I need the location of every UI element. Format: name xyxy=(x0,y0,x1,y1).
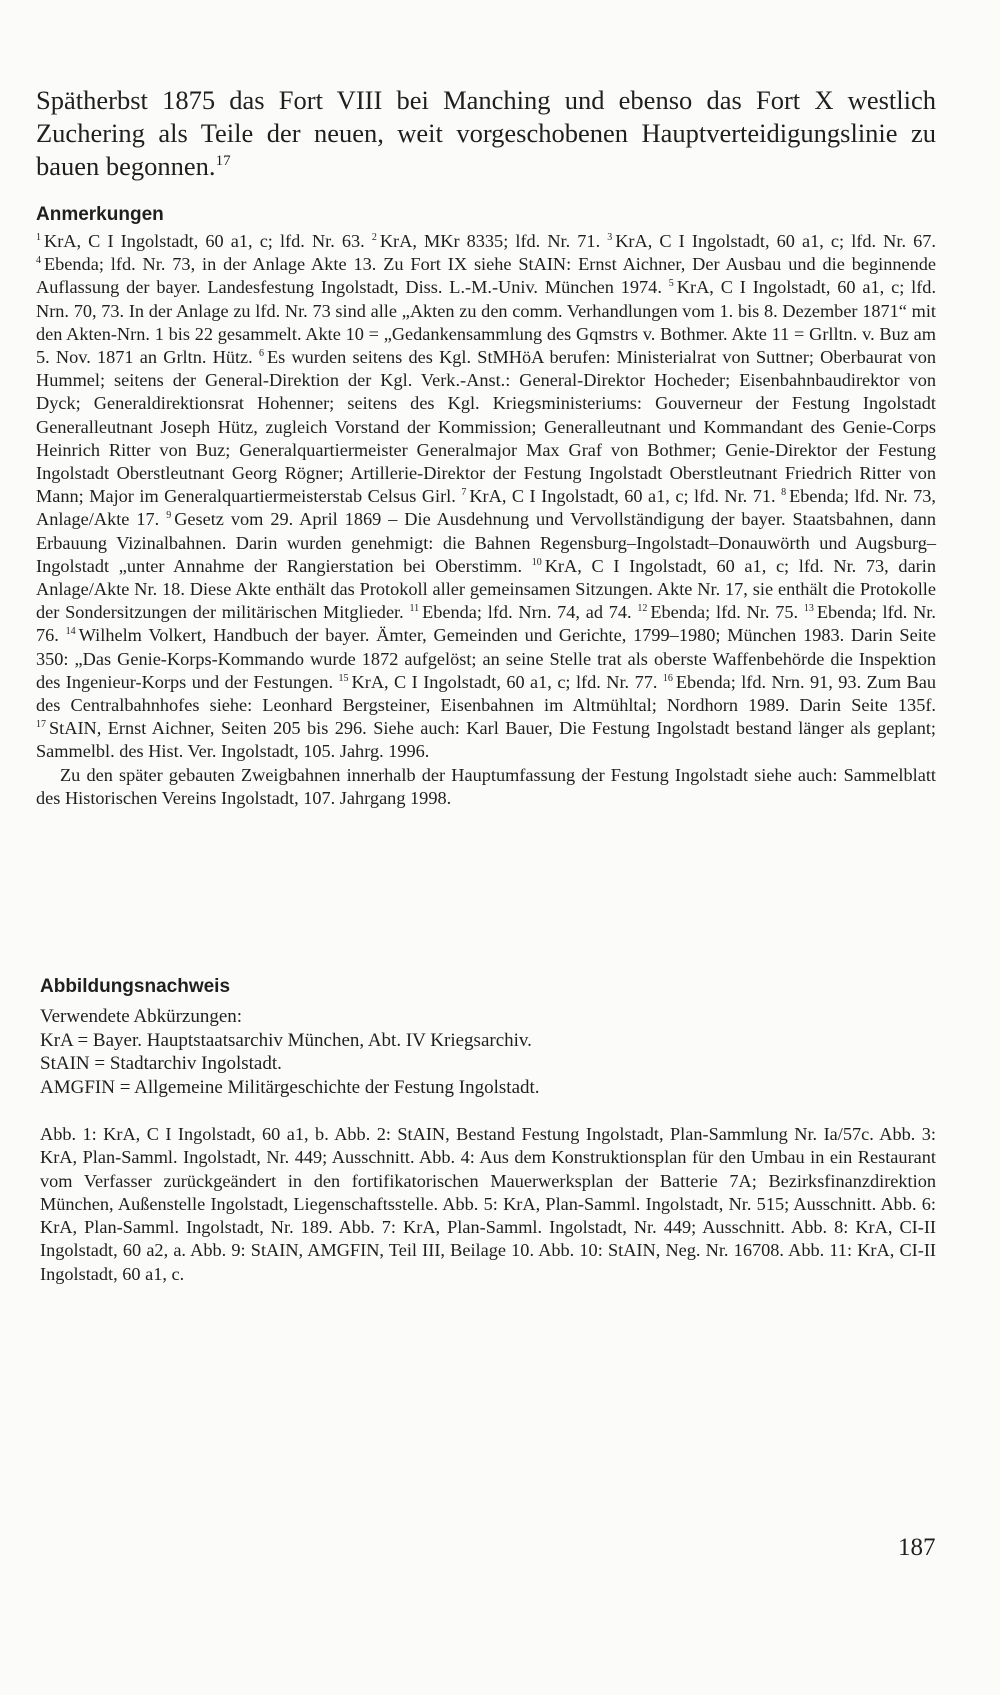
note-text: Es wurden seitens des Kgl. StMHöA berufen: Ministerialrat von Suttner; Oberbaurat von Hummel; seitens der General-Direktion der Kgl. Verk.-Anst.: General-Direktor Hocheder; Eisenbahnbaudirektor von Dyck; Generaldirektionsrat Hohenner; seitens des Kgl. Kriegsministeriums: Gouverneur der Festung Ingolstadt Generalleutnant Joseph Hütz, zugleich Vorstand der Kommission; Generalleutnant und Kommandant des Genie-Corps Heinrich Ritter von Buz; Generalquartiermeister Generalmajor Max Graf von Bothmer; Genie-Direktor der Festung Ingolstadt Oberstleutnant Georg Rögner; Artillerie-Direktor der Festung Ingolstadt Oberstleutnant Friedrich Ritter von Mann; Major im Generalquartiermeisterstab Celsus Girl. xyxy=(36,347,936,507)
note-text: KrA, C I Ingolstadt, 60 a1, c; lfd. Nrn. 70, 73. In der Anlage zu lfd. Nr. 73 sind alle „Akten zu den comm. Verhandlungen vom 1. bis 8. Dezember 1871“ mit den Akten-Nrn. 1 bis 22 gesammelt. Akte 10 = „Gedankensammlung des Gqmstrs v. Bothmer. Akte 11 = Grlltn. v. Buz am 5. Nov. 1871 an Grltn. Hütz. xyxy=(36,277,937,368)
note-number: 10 xyxy=(531,556,542,568)
page-number: 187 xyxy=(898,1534,936,1561)
notes-body xyxy=(36,230,936,764)
abbreviations-title: Verwendete Abkürzungen: xyxy=(40,1006,243,1027)
note-number: 14 xyxy=(65,626,76,638)
image-sources-text: Abb. 1: KrA, C I Ingolstadt, 60 a1, b. Abb. 2: StAIN, Bestand Festung Ingolstadt, Plan-Sammlung Nr. Ia/57c. Abb. 3: KrA, Plan-Samml. Ingolstadt, Nr. 449; Ausschnitt. Abb. 4: Aus dem Konstruktionsplan für den Umbau in ein Restaurant vom Verfasser zurückgeändert in den fortifikatorischen Mauerwerksplan der Batterie 7A; Bezirksfinanzdirektion München, Außenstelle Ingolstadt, Liegenschaftsstelle. Abb. 5: KrA, Plan-Samml. Ingolstadt, Nr. 515; Ausschnitt. Abb. 6: KrA, Plan-Samml. Ingolstadt, Nr. 189. Abb. 7: KrA, Plan-Samml. Ingolstadt, Nr. 449; Ausschnitt. Abb. 8: KrA, CI-II Ingolstadt, 60 a2, a. Abb. 9: StAIN, AMGFIN, Teil III, Beilage 10. Abb. 10: StAIN, Neg. Nr. 16708. Abb. 11: KrA, CI-II Ingolstadt, 60 a1, c. xyxy=(40,1124,936,1284)
sources-heading: Abbildungsnachweis xyxy=(40,976,231,997)
note-text: Wilhelm Volkert, Handbuch der bayer. Ämter, Gemeinden und Gerichte, 1799–1980; München 1983. Darin Seite 350: „Das Genie-Korps-Kommando wurde 1872 aufgelöst; an seine Stelle trat als oberste Waffenbehörde die Inspektion des Ingenieur-Korps und der Festungen. xyxy=(36,625,936,692)
note-number: 11 xyxy=(409,603,420,615)
note-text: Ebenda; lfd. Nrn. 74, ad 74. xyxy=(422,602,632,623)
note-number: 13 xyxy=(803,603,814,615)
note-number: 6 xyxy=(258,347,264,359)
note-number: 3 xyxy=(607,231,613,243)
note-number: 4 xyxy=(36,255,41,267)
note-number: 5 xyxy=(668,278,674,290)
notes-closing: Zu den später gebauten Zweigbahnen innerhalb der Hauptumfassung der Festung Ingolstadt siehe auch: Sammelblatt des Historischen Vereins Ingolstadt, 107. Jahrgang 1998. xyxy=(36,764,936,808)
note-number: 9 xyxy=(166,510,172,522)
note-text: Ebenda; lfd. Nr. 75. xyxy=(650,602,799,623)
note-number: 15 xyxy=(338,672,349,684)
abbreviation-item: KrA = Bayer. Hauptstaatsarchiv München, Abt. IV Kriegsarchiv. xyxy=(40,1029,532,1051)
note-text: KrA, C I Ingolstadt, 60 a1, c; lfd. Nr. 71. xyxy=(469,486,776,507)
note-text: KrA, C I Ingolstadt, 60 a1, c; lfd. Nr. 63. xyxy=(44,231,365,251)
note-number: 17 xyxy=(36,719,46,731)
note-text: KrA, C I Ingolstadt, 60 a1, c; lfd. Nr. 77. xyxy=(351,671,658,692)
note-number: 1 xyxy=(36,231,41,243)
intro-footnote-ref: 17 xyxy=(215,153,231,170)
abbreviation-item: AMGFIN = Allgemeine Militärgeschichte der Festung Ingolstadt. xyxy=(40,1076,540,1098)
note-text: StAIN, Ernst Aichner, Seiten 205 bis 296. Siehe auch: Karl Bauer, Die Festung Ingolstadt bestand länger als geplant; Sammelbl. des Hist. Ver. Ingolstadt, 105. Jahrg. 1996. xyxy=(36,718,936,762)
note-text: Ebenda; lfd. Nr. 73, in der Anlage Akte 13. Zu Fort IX siehe StAIN: Ernst Aichner, Der Ausbau und die beginnende Auflassung der bayer. Landesfestung Ingolstadt, Diss. L.-M.-Univ. München 1974. xyxy=(36,254,936,298)
intro-text: Spätherbst 1875 das Fort VIII bei Manching und ebenso das Fort X westlich Zuchering als Teile der neuen, weit vorgeschobenen Hauptverteidigungslinie zu bauen begonnen. xyxy=(36,85,936,181)
note-text: KrA, C I Ingolstadt, 60 a1, c; lfd. Nr. 73, darin Anlage/Akte Nr. 18. Diese Akte enthält das Protokoll aller gemeinsamen Sitzungen. Akte Nr. 17, sie enthält die Protokolle der Sondersitzungen der militärischen Mitglieder. xyxy=(36,555,936,623)
notes-section xyxy=(36,230,936,810)
note-text: KrA, C I Ingolstadt, 60 a1, c; lfd. Nr. 67. xyxy=(615,231,936,251)
abbreviations-list xyxy=(40,1005,940,1099)
note-number: 12 xyxy=(637,603,648,615)
note-text: Gesetz vom 29. April 1869 – Die Ausdehnung und Vervollständigung der bayer. Staatsbahnen, dann Erbauung Vizinalbahnen. Darin wurden genehmigt: die Bahnen Regensburg–Ingolstadt–Donauwörth und Augsburg–Ingolstadt „unter Annahme der Rangierstation bei Oberstimm. xyxy=(36,509,937,576)
abbreviation-item: StAIN = Stadtarchiv Ingolstadt. xyxy=(40,1053,282,1074)
note-text: Ebenda; lfd. Nr. 76. xyxy=(36,602,936,646)
note-number: 8 xyxy=(781,487,787,499)
notes-heading: Anmerkungen xyxy=(36,204,164,225)
note-text: KrA, MKr 8335; lfd. Nr. 71. xyxy=(379,231,601,251)
note-number: 2 xyxy=(371,231,377,243)
note-number: 7 xyxy=(461,487,467,499)
note-text: Ebenda; lfd. Nrn. 91, 93. Zum Bau des Centralbahnhofes siehe: Leonhard Bergsteiner, Eisenbahnen im Altmühltal; Nordhorn 1989. Darin Seite 135f. xyxy=(36,671,936,716)
intro-paragraph xyxy=(36,84,936,183)
note-text: Ebenda; lfd. Nr. 73, Anlage/Akte 17. xyxy=(36,486,936,530)
note-number: 16 xyxy=(662,672,673,684)
